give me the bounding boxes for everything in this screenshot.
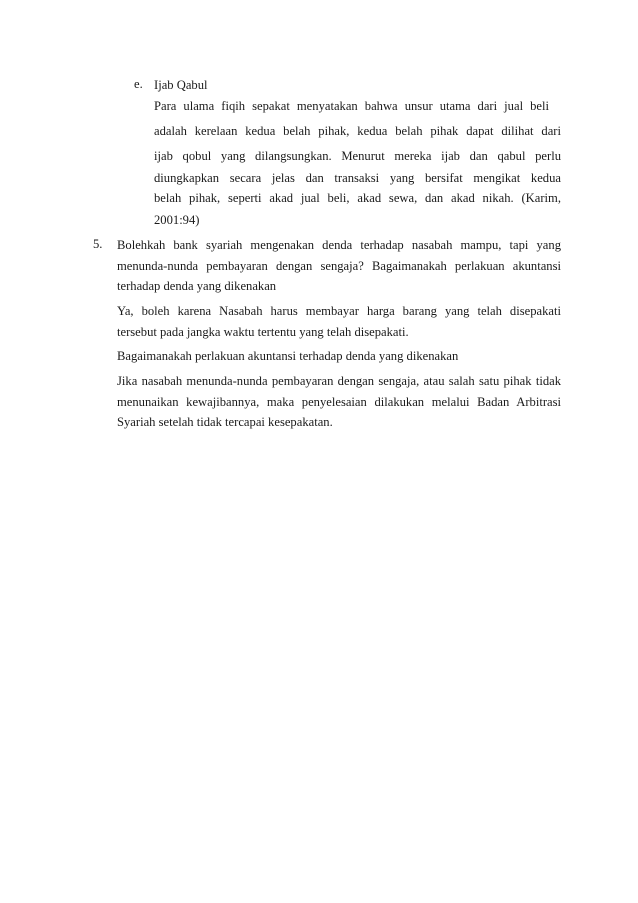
question-line: Bolehkah bank syariah mengenakan denda terhadap nasabah mampu, tapi yang (117, 238, 561, 252)
list-marker-5: 5. (93, 237, 103, 251)
section-heading: Ijab Qabul (154, 78, 208, 92)
paragraph-line: belah pihak, seperti akad jual beli, akad sewa, dan akad nikah. (Karim, (154, 191, 561, 205)
paragraph-line: 2001:94) (154, 213, 200, 227)
paragraph-line: diungkapkan secara jelas dan transaksi yang bersifat mengikat kedua (154, 171, 561, 185)
question-line: terhadap denda yang dikenakan (117, 279, 277, 293)
answer-line: Ya, boleh karena Nasabah harus membayar harga barang yang telah disepakati (117, 304, 561, 318)
list-marker-e: e. (134, 77, 143, 91)
answer-line: menunaikan kewajibannya, maka penyelesaian dilakukan melalui Badan Arbitrasi (117, 395, 561, 409)
paragraph-line: adalah kerelaan kedua belah pihak, kedua belah pihak dapat dilihat dari (154, 124, 561, 138)
question-line: menunda-nunda pembayaran dengan sengaja? Bagaimanakah perlakuan akuntansi (117, 259, 561, 273)
paragraph-line: Para ulama fiqih sepakat menyatakan bahwa unsur utama dari jual beli (154, 99, 549, 113)
paragraph-line: ijab qobul yang dilangsungkan. Menurut mereka ijab dan qabul perlu (154, 149, 561, 163)
answer-line: Syariah setelah tidak tercapai kesepakatan. (117, 415, 333, 429)
answer-line: Jika nasabah menunda-nunda pembayaran dengan sengaja, atau salah satu pihak tidak (117, 374, 561, 388)
answer-line: tersebut pada jangka waktu tertentu yang telah disepakati. (117, 325, 409, 339)
subquestion-line: Bagaimanakah perlakuan akuntansi terhadap denda yang dikenakan (117, 349, 459, 363)
